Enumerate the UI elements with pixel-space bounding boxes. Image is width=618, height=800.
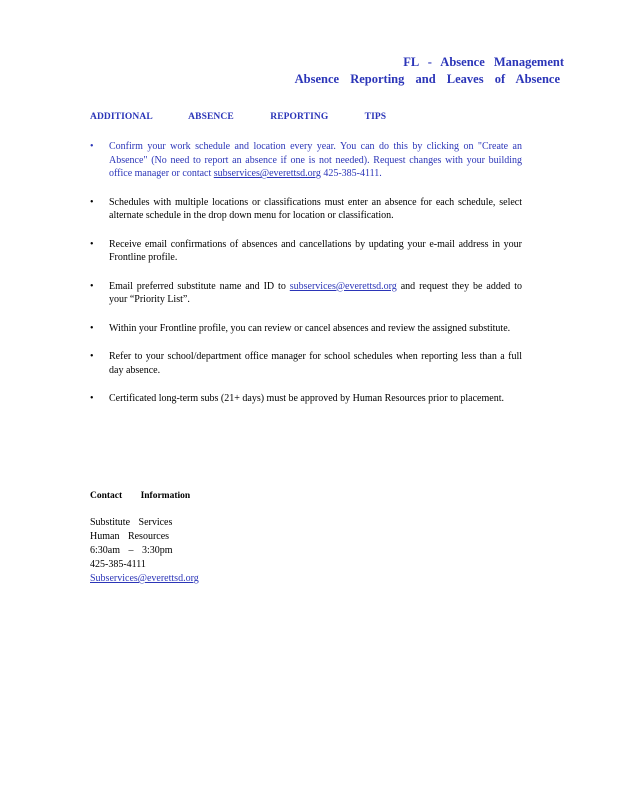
tip-item <box>90 280 522 307</box>
contact-phone: 425-385-4111 <box>90 559 146 570</box>
page-title: FL - Absence Management <box>403 55 564 69</box>
bullet-icon: • <box>90 322 94 334</box>
tip-item <box>90 196 522 223</box>
tip-text: Schedules with multiple locations or classifications must enter an absence for each schedule, select alternate schedule in the drop down menu for location or classification. <box>109 196 522 221</box>
tip-email-link[interactable]: subservices@everettsd.org <box>213 168 321 179</box>
contact-email-link[interactable]: Subservices@everettsd.org <box>90 573 199 584</box>
contact-division: Human Resources <box>90 531 170 542</box>
tip-text: Receive email confirmations of absences and cancellations by updating your e-mail address in your Frontline profile. <box>109 238 522 263</box>
tip-text-after: and request they be added to your “Priority List”. <box>109 280 522 305</box>
tip-text: Within your Frontline profile, you can review or cancel absences and review the assigned substitute. <box>109 322 511 334</box>
tips-list <box>90 140 522 421</box>
contact-hours: 6:30am – 3:30pm <box>90 545 173 556</box>
page-subtitle: Absence Reporting and Leaves of Absence <box>294 72 560 86</box>
tip-text: Certificated long-term subs (21+ days) must be approved by Human Resources prior to placement. <box>109 393 504 404</box>
tip-item <box>90 322 522 336</box>
bullet-icon: • <box>90 351 94 362</box>
contact-block <box>90 516 199 586</box>
tips-heading: ADDITIONAL ABSENCE REPORTING TIPS <box>90 112 387 122</box>
tip-text-after: 425-385-4111. <box>320 168 382 179</box>
bullet-icon: • <box>90 141 94 152</box>
tip-text: Confirm your work schedule and location every year. You can do this by clicking on "Create an Absence" (No need to report an absence if one is not needed). Request changes with your building office manager or contact <box>109 141 522 179</box>
tip-text: Refer to your school/department office manager for school schedules when reporting less than a full day absence. <box>109 351 522 376</box>
tip-item <box>90 140 522 181</box>
contact-department: Substitute Services <box>90 517 173 528</box>
tip-item <box>90 350 522 377</box>
bullet-icon: • <box>90 238 94 250</box>
tip-email-link[interactable]: subservices@everettsd.org <box>289 280 397 292</box>
contact-heading: Contact Information <box>90 491 191 501</box>
tip-item <box>90 392 522 406</box>
bullet-icon: • <box>90 280 94 292</box>
tip-text: Email preferred substitute name and ID to <box>109 280 290 292</box>
tip-item <box>90 238 522 265</box>
bullet-icon: • <box>90 393 94 404</box>
bullet-icon: • <box>90 196 94 208</box>
